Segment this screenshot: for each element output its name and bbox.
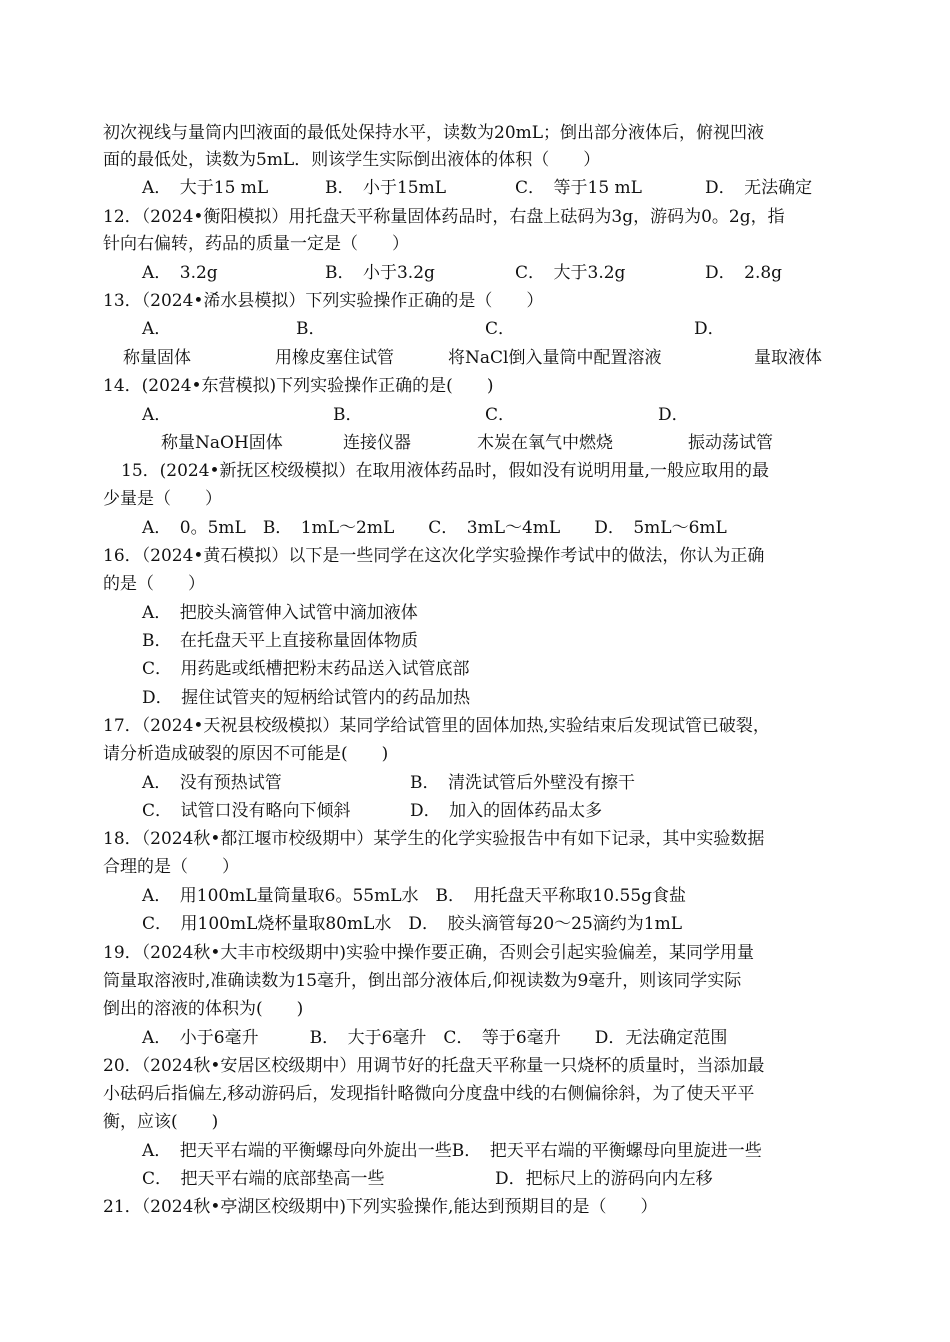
text-line: 少量是（ ）: [103, 489, 222, 509]
text-line: 初次视线与量筒内凹液面的最低处保持水平，读数为20mL；倒出部分液体后，俯视凹液: [103, 123, 765, 143]
question-18: 18．（2024秋•都江堰市校级期中）某学生的化学实验报告中有如下记录，其中实验数据: [103, 829, 765, 849]
option-caption: 将NaCl倒入量筒中配置溶液: [448, 348, 662, 368]
option-a: A． 3.2g: [142, 263, 218, 283]
option-b: B． 小于3.2g: [325, 263, 435, 283]
question-16: 16．（2024•黄石模拟）以下是一些同学在这次化学实验操作考试中的做法，你认为正确: [103, 546, 765, 566]
option-b: B． 清洗试管后外壁没有擦干: [410, 773, 635, 793]
question-21: 21．（2024秋•亭湖区校级期中)下列实验操作,能达到预期目的是（ ）: [103, 1197, 658, 1217]
option-c: C． 用药匙或纸槽把粉末药品送入试管底部: [142, 659, 470, 679]
text-line: 针向右偏转，药品的质量一定是（ ）: [103, 234, 409, 254]
question-12: 12．（2024•衡阳模拟）用托盘天平称量固体药品时，右盘上砝码为3g，游码为0。2g，指: [103, 207, 785, 227]
text-line: 面的最低处，读数为5mL．则该学生实际倒出液体的体积（ ）: [103, 150, 601, 170]
option-b: B．: [296, 319, 326, 339]
option-b: B．: [333, 405, 363, 425]
option-row: A． 0。5mL B． 1mL～2mL C． 3mL～4mL D． 5mL～6mL: [142, 518, 727, 538]
option-row: C． 用100mL烧杯量取80mL水 D． 胶头滴管每20～25滴约为1mL: [142, 914, 683, 934]
option-caption: 连接仪器: [343, 433, 411, 453]
option-a: A．: [142, 319, 172, 339]
option-d: D．: [694, 319, 725, 339]
question-13: 13．（2024•浠水县模拟）下列实验操作正确的是（ ）: [103, 291, 544, 311]
option-a: A． 把胶头滴管伸入试管中滴加液体: [142, 603, 418, 623]
text-line: 合理的是（ ）: [103, 857, 239, 877]
question-15: 15．(2024•新抚区校级模拟）在取用液体药品时，假如没有说明用量,一般应取用的最: [121, 461, 769, 481]
option-caption: 木炭在氧气中燃烧: [477, 433, 613, 453]
option-d: D． 加入的固体药品太多: [410, 801, 603, 821]
option-d: D． 无法确定: [705, 178, 813, 198]
question-17: 17．（2024•天祝县校级模拟）某同学给试管里的固体加热,实验结束后发现试管已破裂，: [103, 716, 770, 736]
text-line: 衡，应该( ): [103, 1112, 219, 1132]
option-caption: 用橡皮塞住试管: [275, 348, 394, 368]
text-line: 的是（ ）: [103, 574, 205, 594]
option-b: B． 在托盘天平上直接称量固体物质: [142, 631, 418, 651]
option-c: C．: [485, 405, 516, 425]
option-row: A． 小于6毫升 B． 大于6毫升 C． 等于6毫升 D．无法确定范围: [142, 1028, 728, 1048]
question-14: 14．(2024•东营模拟)下列实验操作正确的是( ): [103, 376, 494, 396]
option-a: A． 大于15 mL: [142, 178, 269, 198]
option-a: A．: [142, 405, 172, 425]
text-line: 筒量取溶液时,准确读数为15毫升，倒出部分液体后,仰视读数为9毫升，则该同学实际: [103, 971, 742, 991]
option-caption: 量取液体: [754, 348, 822, 368]
question-20: 20．（2024秋•安居区校级期中）用调节好的托盘天平称量一只烧杯的质量时，当添加最: [103, 1056, 765, 1076]
option-caption: 称量NaOH固体: [161, 433, 283, 453]
option-row: A． 用100mL量筒量取6。55mL水 B． 用托盘天平称取10.55g食盐: [142, 886, 687, 906]
text-line: 小砝码后指偏左,移动游码后，发现指针略微向分度盘中线的右侧偏徐斜，为了使天平平: [103, 1084, 755, 1104]
option-d: D．把标尺上的游码向内左移: [495, 1169, 713, 1189]
option-d: D． 握住试管夹的短柄给试管内的药品加热: [142, 688, 471, 708]
option-a: A． 没有预热试管: [142, 773, 282, 793]
option-caption: 振动荡试管: [688, 433, 773, 453]
option-c: C．: [485, 319, 516, 339]
option-b: B． 小于15mL: [325, 178, 447, 198]
text-line: 倒出的溶液的体积为( ): [103, 999, 304, 1019]
option-d: D． 2.8g: [705, 263, 783, 283]
option-c: C． 把天平右端的底部垫高一些: [142, 1169, 385, 1189]
option-c: C． 试管口没有略向下倾斜: [142, 801, 351, 821]
question-19: 19．（2024秋•大丰市校级期中)实验中操作要正确，否则会引起实验偏差，某同学用量: [103, 943, 755, 963]
option-c: C． 等于15 mL: [515, 178, 642, 198]
option-caption: 称量固体: [123, 348, 191, 368]
option-c: C． 大于3.2g: [515, 263, 626, 283]
option-d: D．: [658, 405, 689, 425]
text-line: 请分析造成破裂的原因不可能是( ): [103, 744, 389, 764]
option-row: A． 把天平右端的平衡螺母向外旋出一些B． 把天平右端的平衡螺母向里旋进一些: [142, 1141, 762, 1161]
